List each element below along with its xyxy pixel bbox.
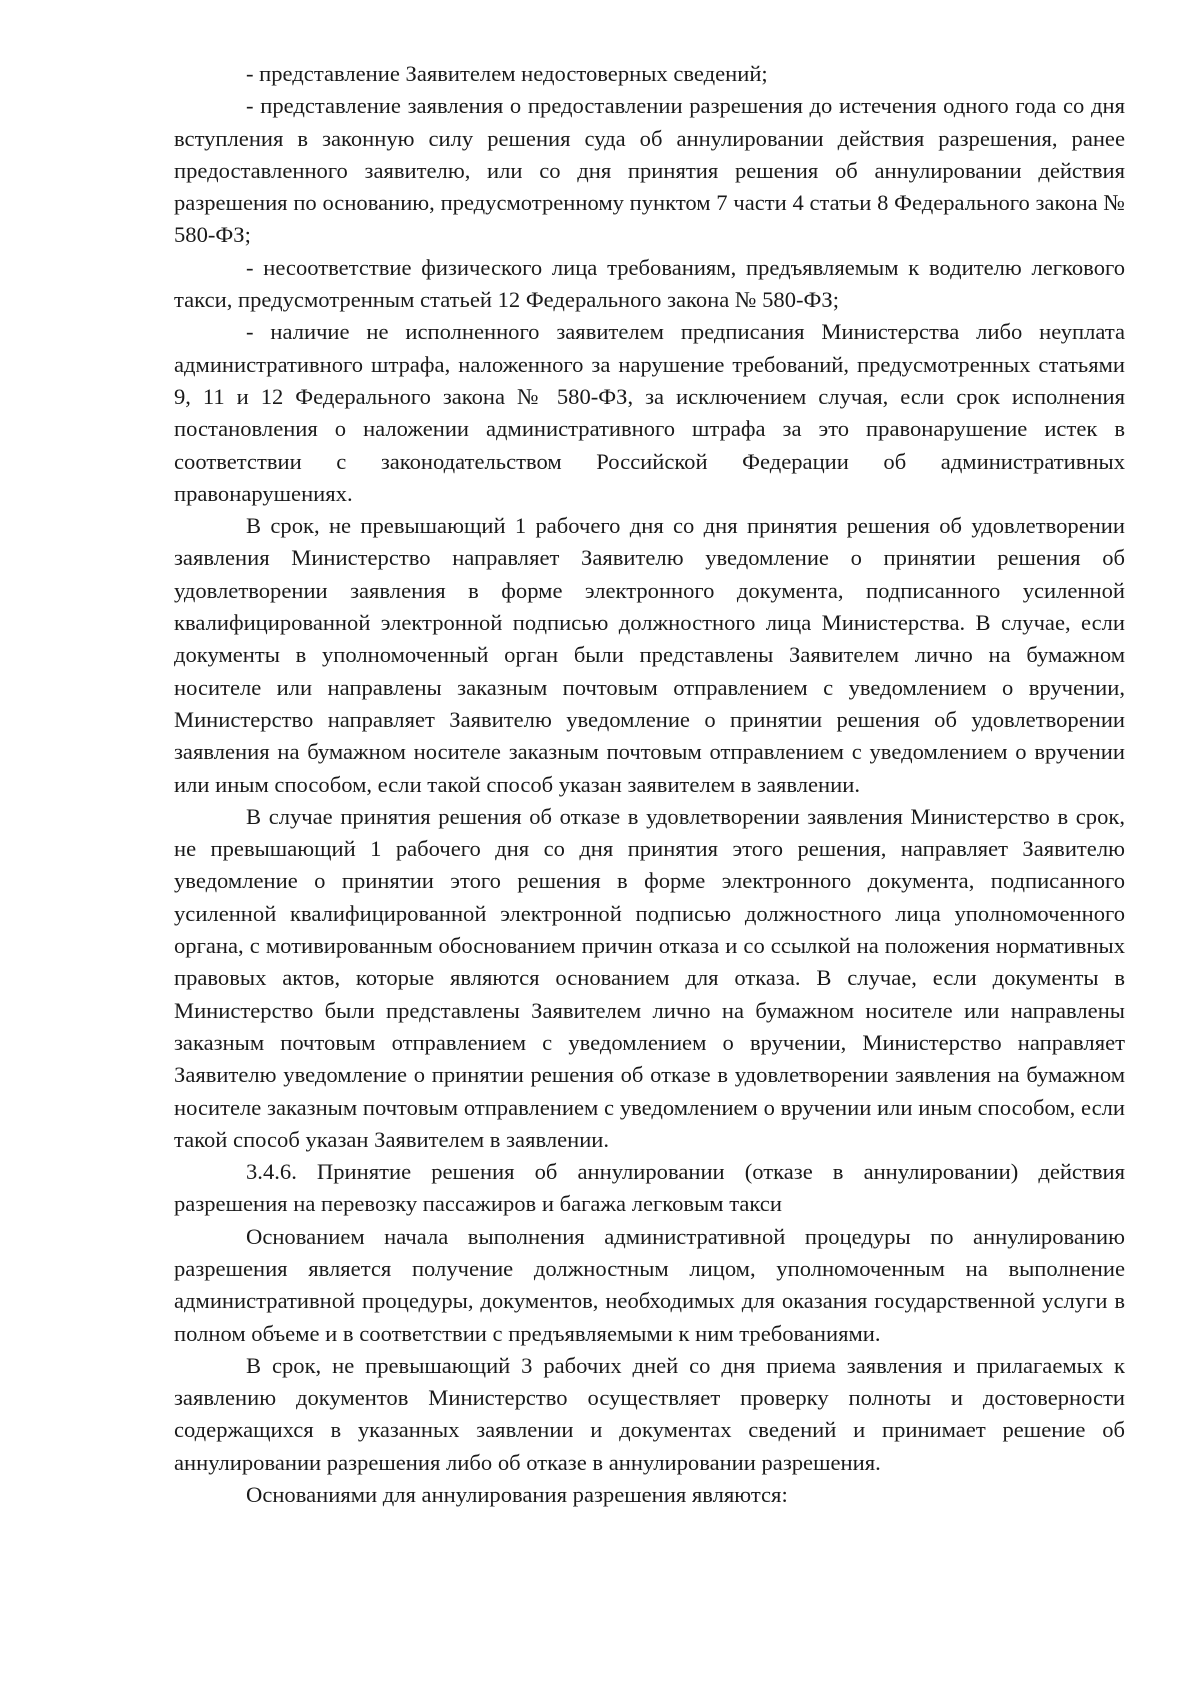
document-body (174, 58, 1125, 1511)
paragraph-driver-requirements: - несоответствие физического лица требованиям, предъявляемым к водителю легкового такси, предусмотренным статьей 12 Федерального закона № 580-ФЗ; (174, 254, 1125, 313)
paragraph-approval-notice: В срок, не превышающий 1 рабочего дня со дня принятия решения об удовлетворении заявления Министерство направляет Заявителю уведомление о принятии решения об удовлетворении заявления в форме электронного документа, подписанного усиленной квалифицированной электронной подписью должностного лица Министерства. В случае, если документы в уполномоченный орган были представлены Заявителем лично на бумажном носителе или направлены заказным почтовым отправлением с уведомлением о вручении, Министерство направляет Заявителю уведомление о принятии решения об удовлетворении заявления на бумажном носителе заказным почтовым отправлением с уведомлением о вручении или иным способом, если такой способ указан заявителем в заявлении. (174, 513, 1125, 797)
paragraph-annulment-grounds: Основаниями для аннулирования разрешения являются: (246, 1482, 788, 1508)
paragraph-refusal-notice: В случае принятия решения об отказе в удовлетворении заявления Министерство в срок, не превышающий 1 рабочего дня со дня принятия этого решения, направляет Заявителю уведомление о принятии этого решения в форме электронного документа, подписанного усиленной квалифицированной электронной подписью должностного лица уполномоченного органа, с мотивированным обоснованием причин отказа и со ссылкой на положения нормативных правовых актов, которые являются основанием для отказа. В случае, если документы в Министерство были представлены Заявителем лично на бумажном носителе или направлены заказным почтовым отправлением с уведомлением о вручении, Министерство направляет Заявителю уведомление о принятии решения об отказе в удовлетворении заявления на бумажном носителе заказным почтовым отправлением с уведомлением о вручении или иным способом, если такой способ указан Заявителем в заявлении. (174, 803, 1125, 1152)
paragraph-unpaid-fine: - наличие не исполненного заявителем предписания Министерства либо неуплата административного штрафа, наложенного за нарушение требований, предусмотренных статьями 9, 11 и 12 Федерального закона № 580-ФЗ, за исключением случая, если срок исполнения постановления о наложении административного штрафа за это правонарушение истек в соответствии с законодательством Российской Федерации об административных правонарушениях. (174, 319, 1125, 506)
paragraph-verification-term: В срок, не превышающий 3 рабочих дней со дня приема заявления и прилагаемых к заявлению документов Министерство осуществляет проверку полноты и достоверности содержащихся в указанных заявлении и документах сведений и принимает решение об аннулировании разрешения либо об отказе в аннулировании разрешения. (174, 1352, 1125, 1475)
paragraph-procedure-basis: Основанием начала выполнения административной процедуры по аннулированию разрешения является получение должностным лицом, уполномоченным на выполнение административной процедуры, документов, необходимых для оказания государственной услуги в полном объеме и в соответствии с предъявляемыми к ним требованиями. (174, 1223, 1125, 1346)
section-heading-3-4-6: 3.4.6. Принятие решения об аннулировании (отказе в аннулировании) действия разрешения на перевозку пассажиров и багажа легковым такси (174, 1159, 1125, 1217)
paragraph-false-information: - представление Заявителем недостоверных сведений; (246, 61, 768, 86)
paragraph-one-year-restriction: - представление заявления о предоставлении разрешения до истечения одного года со дня вступления в законную силу решения суда об аннулировании действия разрешения, ранее предоставленного заявителю, или со дня принятия решения об аннулировании действия разрешения по основанию, предусмотренному пунктом 7 части 4 статьи 8 Федерального закона № 580-ФЗ; (174, 93, 1125, 248)
